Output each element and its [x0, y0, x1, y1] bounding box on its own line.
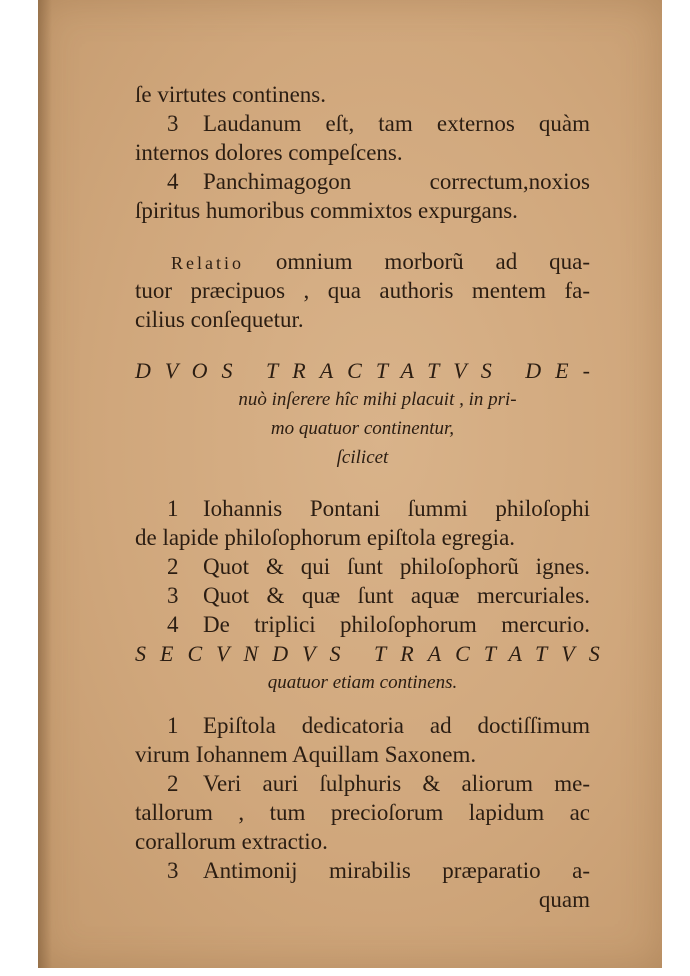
item-text: Iohannis Pontani ſummi philoſophi	[203, 496, 590, 521]
item-number: 2	[167, 554, 179, 579]
text-line: tuor præcipuos , qua authoris mentem fa-	[135, 278, 590, 303]
item-text: Panchimagogon correctum,noxios	[203, 169, 590, 194]
item-number: 1	[167, 713, 179, 738]
item-text: De triplici philoſophorum mercurio.	[203, 612, 590, 637]
item-text: Quot & quæ ſunt aquæ mercuriales.	[203, 583, 590, 608]
item-number: 2	[167, 771, 179, 796]
italic-line: nuò inſerere hîc mihi placuit , in pri-	[238, 389, 517, 410]
italic-line: quatuor etiam continens.	[267, 672, 458, 693]
relatio-lead: Relatio	[171, 253, 244, 273]
item-number: 3	[167, 858, 179, 883]
section-heading-1: DVOS TRACTATVS DE-	[135, 358, 604, 383]
list-item	[135, 494, 590, 523]
italic-line: ſcilicet	[336, 447, 389, 468]
relatio-line	[135, 247, 590, 276]
item-number: 3	[167, 583, 179, 608]
list-item	[135, 109, 590, 138]
list-item	[135, 711, 590, 740]
text-line: corallorum extractio.	[135, 829, 328, 854]
item-text: Quot & qui ſunt philoſophorũ ignes.	[203, 554, 590, 579]
text-line: de lapide philoſophorum epiſtola egregia.	[135, 525, 516, 550]
italic-line: mo quatuor continentur,	[270, 418, 455, 439]
item-number: 4	[167, 612, 179, 637]
text-line: ſe virtutes continens.	[135, 82, 326, 107]
item-number: 3	[167, 111, 179, 136]
page-gutter-shadow	[38, 0, 52, 968]
item-text: Epiſtola dedicatoria ad doctiſſimum	[203, 713, 590, 738]
item-text: Laudanum eſt, tam externos quàm	[203, 111, 590, 136]
list-item	[135, 552, 590, 581]
text-line: cilius conſequetur.	[135, 307, 304, 332]
section-heading-2: SECVNDVS TRACTATVS	[135, 641, 614, 666]
item-text: Antimonij mirabilis præparatio a-	[203, 858, 590, 883]
page-text	[135, 80, 614, 914]
list-item	[135, 167, 590, 196]
relatio-text: omnium morborũ ad qua-	[244, 249, 590, 274]
list-item	[135, 610, 590, 639]
text-line: internos dolores compeſcens.	[135, 140, 403, 165]
item-number: 1	[167, 496, 179, 521]
text-line: ſpiritus humoribus commixtos expurgans.	[135, 198, 518, 223]
item-number: 4	[167, 169, 179, 194]
text-line: virum Iohannem Aquillam Saxonem.	[135, 742, 477, 767]
list-item	[135, 581, 590, 610]
item-text: Veri auri ſulphuris & aliorum me-	[203, 771, 590, 796]
text-line: tallorum , tum precioſorum lapidum ac	[135, 800, 590, 825]
list-item	[135, 856, 590, 885]
catchword: quam	[538, 887, 590, 912]
list-item	[135, 769, 590, 798]
